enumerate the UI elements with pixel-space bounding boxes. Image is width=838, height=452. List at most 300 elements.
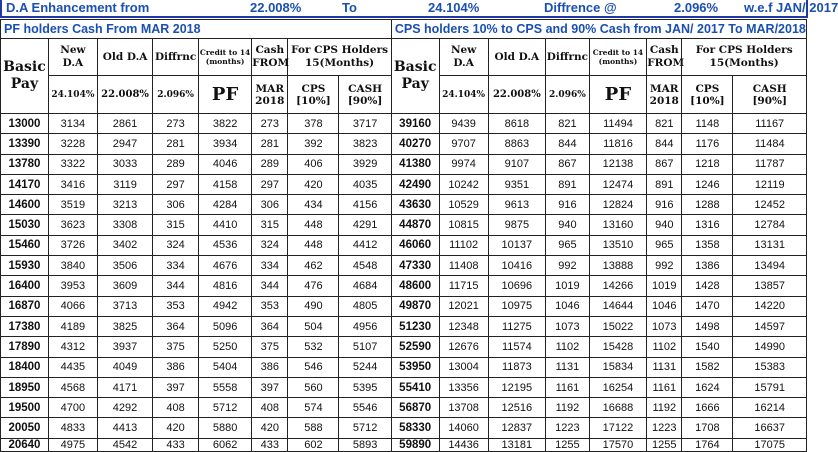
- cash-pct-right: [90%]: [752, 94, 787, 107]
- table-cell: 364: [252, 316, 288, 336]
- basic-pay-cell: 13780: [1, 154, 49, 174]
- banner-diff-label: Diffrence @: [544, 0, 617, 15]
- table-cell: 2947: [97, 134, 152, 154]
- table-cell: 1255: [546, 438, 590, 451]
- basic-pay-cell: 52590: [391, 337, 439, 357]
- cash-from-header-right: Cash FROM: [647, 39, 682, 76]
- table-cell: 992: [647, 256, 682, 276]
- banner-from-pct: 22.008%: [250, 0, 302, 15]
- table-cell: 9875: [488, 215, 545, 235]
- table-cell: 1148: [682, 114, 733, 134]
- table-cell: 3213: [97, 195, 152, 215]
- table-cell: 386: [153, 357, 199, 377]
- table-cell: 891: [647, 174, 682, 194]
- pf-header-right: PF: [589, 76, 646, 114]
- pf-header: PF: [198, 76, 251, 114]
- basic-pay-cell: 48600: [391, 276, 439, 296]
- basic-pay-cell: 44870: [391, 215, 439, 235]
- table-cell: 3726: [48, 235, 97, 255]
- table-cell: 1223: [546, 418, 590, 438]
- table-cell: 11484: [733, 134, 807, 154]
- table-cell: 448: [288, 235, 339, 255]
- table-cell: 13494: [733, 256, 807, 276]
- table-cell: 1428: [682, 276, 733, 296]
- table-cell: 9351: [488, 174, 545, 194]
- table-cell: 9439: [439, 114, 488, 134]
- credit-header: Credit to 14 (months): [198, 39, 251, 76]
- basic-pay-cell: 13000: [1, 114, 49, 134]
- table-cell: 5893: [339, 438, 391, 451]
- table-cell: 1540: [682, 337, 733, 357]
- basic-pay-cell: 16870: [1, 296, 49, 316]
- table-cell: 306: [252, 195, 288, 215]
- table-cell: 408: [252, 398, 288, 418]
- table-cell: 14220: [733, 296, 807, 316]
- table-cell: 1386: [682, 256, 733, 276]
- table-cell: 12021: [439, 296, 488, 316]
- table-cell: 1358: [682, 235, 733, 255]
- table-cell: 5250: [198, 337, 251, 357]
- cash-header-right: [733, 76, 807, 114]
- diff-pct: 2.096%: [153, 76, 199, 114]
- mar-2018-header-right: MAR 2018: [647, 76, 682, 114]
- cash-label: CASH: [348, 82, 383, 95]
- table-row: [1, 174, 807, 194]
- table-cell: 16254: [589, 377, 646, 397]
- da-arrears-table: [0, 19, 807, 452]
- table-cell: 12474: [589, 174, 646, 194]
- banner-wef: w.e.f JAN/ 2017: [744, 0, 838, 15]
- basic-pay-cell: 53950: [391, 357, 439, 377]
- mar-2018-header: MAR 2018: [252, 76, 288, 114]
- table-cell: 1192: [546, 398, 590, 418]
- table-cell: 4046: [198, 154, 251, 174]
- table-cell: 281: [252, 134, 288, 154]
- cash-header: [339, 76, 391, 114]
- cps-header-right: [682, 76, 733, 114]
- table-cell: 420: [288, 174, 339, 194]
- table-cell: 13510: [589, 235, 646, 255]
- new-da-header: New D.A: [48, 39, 97, 76]
- old-da-pct-right: 22.008%: [488, 76, 545, 114]
- table-cell: 3623: [48, 215, 97, 235]
- table-cell: 12824: [589, 195, 646, 215]
- table-cell: 532: [288, 337, 339, 357]
- table-cell: 315: [252, 215, 288, 235]
- table-cell: 433: [252, 438, 288, 451]
- table-cell: 15022: [589, 316, 646, 336]
- table-cell: 6062: [198, 438, 251, 451]
- table-cell: 821: [647, 114, 682, 134]
- table-cell: 10242: [439, 174, 488, 194]
- table-cell: 4435: [48, 357, 97, 377]
- table-cell: 490: [288, 296, 339, 316]
- table-cell: 12452: [733, 195, 807, 215]
- table-cell: 546: [288, 357, 339, 377]
- table-cell: 12119: [733, 174, 807, 194]
- table-cell: 4292: [97, 398, 152, 418]
- table-cell: 324: [153, 235, 199, 255]
- diff-pct-right: 2.096%: [546, 76, 590, 114]
- table-cell: 334: [153, 256, 199, 276]
- table-cell: 14266: [589, 276, 646, 296]
- basic-pay-cell: 55410: [391, 377, 439, 397]
- table-cell: 821: [546, 114, 590, 134]
- table-cell: 5546: [339, 398, 391, 418]
- banner-to-label: To: [342, 0, 357, 15]
- basic-pay-cell: 18400: [1, 357, 49, 377]
- table-row: [1, 195, 807, 215]
- basic-pay-cell: 51230: [391, 316, 439, 336]
- table-cell: 14644: [589, 296, 646, 316]
- table-cell: 324: [252, 235, 288, 255]
- table-cell: 5712: [198, 398, 251, 418]
- table-cell: 5244: [339, 357, 391, 377]
- table-cell: 10696: [488, 276, 545, 296]
- table-cell: 11494: [589, 114, 646, 134]
- table-cell: 375: [153, 337, 199, 357]
- table-cell: 5558: [198, 377, 251, 397]
- basic-pay-cell: 40270: [391, 134, 439, 154]
- table-cell: 12837: [488, 418, 545, 438]
- table-cell: 3033: [97, 154, 152, 174]
- table-cell: 1046: [647, 296, 682, 316]
- basic-pay-cell: 20050: [1, 418, 49, 438]
- table-cell: 13857: [733, 276, 807, 296]
- table-cell: 1046: [546, 296, 590, 316]
- table-cell: 11715: [439, 276, 488, 296]
- table-row: [1, 235, 807, 255]
- table-body: [1, 114, 807, 452]
- table-cell: 4291: [339, 215, 391, 235]
- table-cell: 3416: [48, 174, 97, 194]
- table-cell: 14060: [439, 418, 488, 438]
- table-cell: 3609: [97, 276, 152, 296]
- table-row: [1, 215, 807, 235]
- table-cell: 1073: [647, 316, 682, 336]
- table-cell: 353: [153, 296, 199, 316]
- basic-pay-cell: 15930: [1, 256, 49, 276]
- table-cell: 15834: [589, 357, 646, 377]
- table-cell: 15791: [733, 377, 807, 397]
- basic-pay-cell: 15460: [1, 235, 49, 255]
- table-cell: 13356: [439, 377, 488, 397]
- basic-pay-cell: 18950: [1, 377, 49, 397]
- table-cell: 4700: [48, 398, 97, 418]
- table-cell: 397: [252, 377, 288, 397]
- table-row: [1, 154, 807, 174]
- table-row: [1, 357, 807, 377]
- table-cell: 1218: [682, 154, 733, 174]
- basic-pay-cell: 56870: [391, 398, 439, 418]
- table-cell: 397: [153, 377, 199, 397]
- table-cell: 3937: [97, 337, 152, 357]
- table-cell: 574: [288, 398, 339, 418]
- cps-pct-right: [10%]: [690, 94, 725, 107]
- table-cell: 3823: [339, 134, 391, 154]
- new-da-pct: 24.104%: [48, 76, 97, 114]
- table-cell: 4816: [198, 276, 251, 296]
- table-cell: 5880: [198, 418, 251, 438]
- table-cell: 1019: [546, 276, 590, 296]
- table-cell: 11816: [589, 134, 646, 154]
- table-cell: 1708: [682, 418, 733, 438]
- table-cell: 844: [546, 134, 590, 154]
- table-cell: 334: [252, 256, 288, 276]
- table-cell: 3308: [97, 215, 152, 235]
- basic-pay-cell: 49870: [391, 296, 439, 316]
- table-cell: 3322: [48, 154, 97, 174]
- table-cell: 1131: [546, 357, 590, 377]
- table-cell: 8618: [488, 114, 545, 134]
- new-da-pct-right: 24.104%: [439, 76, 488, 114]
- cash-from-header: Cash FROM: [252, 39, 288, 76]
- table-cell: 17122: [589, 418, 646, 438]
- basic-pay-cell: 17890: [1, 337, 49, 357]
- basic-pay-cell: 41380: [391, 154, 439, 174]
- table-cell: 378: [288, 114, 339, 134]
- basic-pay-cell: 17380: [1, 316, 49, 336]
- table-cell: 375: [252, 337, 288, 357]
- table-cell: 1019: [647, 276, 682, 296]
- table-cell: 4412: [339, 235, 391, 255]
- table-cell: 12195: [488, 377, 545, 397]
- table-cell: 344: [252, 276, 288, 296]
- table-cell: 10815: [439, 215, 488, 235]
- table-cell: 5404: [198, 357, 251, 377]
- table-cell: 12676: [439, 337, 488, 357]
- table-cell: 420: [252, 418, 288, 438]
- table-cell: 4833: [48, 418, 97, 438]
- table-cell: 5712: [339, 418, 391, 438]
- table-cell: 602: [288, 438, 339, 451]
- table-cell: 1764: [682, 438, 733, 451]
- table-cell: 1582: [682, 357, 733, 377]
- table-cell: 1316: [682, 215, 733, 235]
- old-da-header-right: Old D.A: [488, 39, 545, 76]
- table-cell: 10529: [439, 195, 488, 215]
- table-cell: 965: [546, 235, 590, 255]
- table-cell: 10137: [488, 235, 545, 255]
- table-cell: 3953: [48, 276, 97, 296]
- cps-holders-header: For CPS Holders 15(Months): [288, 39, 391, 76]
- table-row: [1, 398, 807, 418]
- credit-header-right: Credit to 14 (months): [589, 39, 646, 76]
- table-cell: 15383: [733, 357, 807, 377]
- table-cell: 4942: [198, 296, 251, 316]
- table-cell: 4413: [97, 418, 152, 438]
- table-cell: 1255: [647, 438, 682, 451]
- basic-pay-cell: 42490: [391, 174, 439, 194]
- table-cell: 16214: [733, 398, 807, 418]
- table-cell: 12784: [733, 215, 807, 235]
- table-cell: 916: [546, 195, 590, 215]
- basic-pay-cell: 20640: [1, 438, 49, 451]
- table-cell: 4158: [198, 174, 251, 194]
- table-cell: 10416: [488, 256, 545, 276]
- table-row: [1, 377, 807, 397]
- table-cell: 4312: [48, 337, 97, 357]
- table-row: [1, 134, 807, 154]
- diff-header-right: Diffrnc: [546, 39, 590, 76]
- table-cell: 4676: [198, 256, 251, 276]
- table-cell: 1102: [647, 337, 682, 357]
- cps-label-right: CPS: [695, 82, 720, 95]
- table-cell: 867: [546, 154, 590, 174]
- table-cell: 588: [288, 418, 339, 438]
- table-cell: 12138: [589, 154, 646, 174]
- pf-subtitle: PF holders Cash From MAR 2018: [1, 20, 392, 39]
- table-cell: 315: [153, 215, 199, 235]
- table-cell: 476: [288, 276, 339, 296]
- table-cell: 12516: [488, 398, 545, 418]
- table-cell: 9974: [439, 154, 488, 174]
- table-cell: 3717: [339, 114, 391, 134]
- table-cell: 4035: [339, 174, 391, 194]
- table-cell: 14597: [733, 316, 807, 336]
- table-cell: 940: [546, 215, 590, 235]
- table-cell: 916: [647, 195, 682, 215]
- table-cell: 3840: [48, 256, 97, 276]
- table-cell: 844: [647, 134, 682, 154]
- table-row: [1, 296, 807, 316]
- table-cell: 1288: [682, 195, 733, 215]
- table-cell: 1131: [647, 357, 682, 377]
- table-cell: 3119: [97, 174, 152, 194]
- table-cell: 297: [153, 174, 199, 194]
- table-cell: 17570: [589, 438, 646, 451]
- table-cell: 1102: [546, 337, 590, 357]
- table-cell: 1246: [682, 174, 733, 194]
- table-cell: 3506: [97, 256, 152, 276]
- basic-pay-cell: 13390: [1, 134, 49, 154]
- cps-holders-header-right: For CPS Holders 15(Months): [682, 39, 807, 76]
- table-cell: 4805: [339, 296, 391, 316]
- table-cell: 406: [288, 154, 339, 174]
- table-cell: 4536: [198, 235, 251, 255]
- table-cell: 15428: [589, 337, 646, 357]
- table-cell: 12348: [439, 316, 488, 336]
- table-row: [1, 114, 807, 134]
- table-cell: 3402: [97, 235, 152, 255]
- table-cell: 4548: [339, 256, 391, 276]
- table-row: [1, 316, 807, 336]
- table-cell: 14990: [733, 337, 807, 357]
- cash-pct: [90%]: [347, 94, 383, 107]
- cps-header: [288, 76, 339, 114]
- table-cell: 13888: [589, 256, 646, 276]
- table-cell: 5107: [339, 337, 391, 357]
- table-cell: 353: [252, 296, 288, 316]
- table-cell: 4171: [97, 377, 152, 397]
- table-cell: 5395: [339, 377, 391, 397]
- table-cell: 4156: [339, 195, 391, 215]
- table-cell: 891: [546, 174, 590, 194]
- old-da-header: Old D.A: [97, 39, 152, 76]
- basic-pay-cell: 43630: [391, 195, 439, 215]
- table-cell: 10975: [488, 296, 545, 316]
- table-cell: 1161: [546, 377, 590, 397]
- cps-pct: [10%]: [296, 94, 331, 107]
- table-cell: 462: [288, 256, 339, 276]
- basic-pay-cell: 14600: [1, 195, 49, 215]
- table-cell: 11275: [488, 316, 545, 336]
- new-da-header-right: New D.A: [439, 39, 488, 76]
- table-cell: 289: [252, 154, 288, 174]
- basic-pay-cell: 58330: [391, 418, 439, 438]
- basic-pay-cell: 47330: [391, 256, 439, 276]
- table-cell: 965: [647, 235, 682, 255]
- table-cell: 13160: [589, 215, 646, 235]
- cash-label-right: CASH: [752, 82, 787, 95]
- basic-pay-cell: 59890: [391, 438, 439, 451]
- table-cell: 4956: [339, 316, 391, 336]
- table-cell: 3134: [48, 114, 97, 134]
- table-cell: 4542: [97, 438, 152, 451]
- table-cell: 3825: [97, 316, 152, 336]
- table-cell: 364: [153, 316, 199, 336]
- table-cell: 434: [288, 195, 339, 215]
- table-cell: 289: [153, 154, 199, 174]
- table-cell: 4684: [339, 276, 391, 296]
- basic-pay-header: Basic Pay: [1, 39, 49, 114]
- table-cell: 940: [647, 215, 682, 235]
- table-cell: 4568: [48, 377, 97, 397]
- table-cell: 1624: [682, 377, 733, 397]
- table-cell: 448: [288, 215, 339, 235]
- table-cell: 13708: [439, 398, 488, 418]
- table-cell: 433: [153, 438, 199, 451]
- banner-to-pct: 24.104%: [428, 0, 480, 15]
- basic-pay-cell: 39160: [391, 114, 439, 134]
- basic-pay-cell: 16400: [1, 276, 49, 296]
- cps-subtitle: CPS holders 10% to CPS and 90% Cash from JAN/ 2017 To MAR/2018: [391, 20, 806, 39]
- table-row: [1, 418, 807, 438]
- table-cell: 4284: [198, 195, 251, 215]
- table-cell: 1498: [682, 316, 733, 336]
- table-cell: 4049: [97, 357, 152, 377]
- table-cell: 8863: [488, 134, 545, 154]
- table-cell: 306: [153, 195, 199, 215]
- table-row: [1, 337, 807, 357]
- table-cell: 3228: [48, 134, 97, 154]
- table-cell: 281: [153, 134, 199, 154]
- table-cell: 13181: [488, 438, 545, 451]
- table-cell: 386: [252, 357, 288, 377]
- da-enhancement-banner: [0, 0, 838, 18]
- table-cell: 3822: [198, 114, 251, 134]
- table-cell: 4975: [48, 438, 97, 451]
- table-cell: 11408: [439, 256, 488, 276]
- table-cell: 3929: [339, 154, 391, 174]
- basic-pay-cell: 15030: [1, 215, 49, 235]
- table-cell: 9707: [439, 134, 488, 154]
- table-cell: 1666: [682, 398, 733, 418]
- table-cell: 11787: [733, 154, 807, 174]
- table-cell: 1223: [647, 418, 682, 438]
- basic-pay-header-right: Basic Pay: [391, 39, 439, 114]
- table-cell: 16637: [733, 418, 807, 438]
- table-cell: 1161: [647, 377, 682, 397]
- table-cell: 392: [288, 134, 339, 154]
- table-cell: 13131: [733, 235, 807, 255]
- table-cell: 4066: [48, 296, 97, 316]
- table-cell: 14436: [439, 438, 488, 451]
- table-row: [1, 438, 807, 451]
- basic-pay-cell: 46060: [391, 235, 439, 255]
- table-cell: 504: [288, 316, 339, 336]
- table-cell: 1073: [546, 316, 590, 336]
